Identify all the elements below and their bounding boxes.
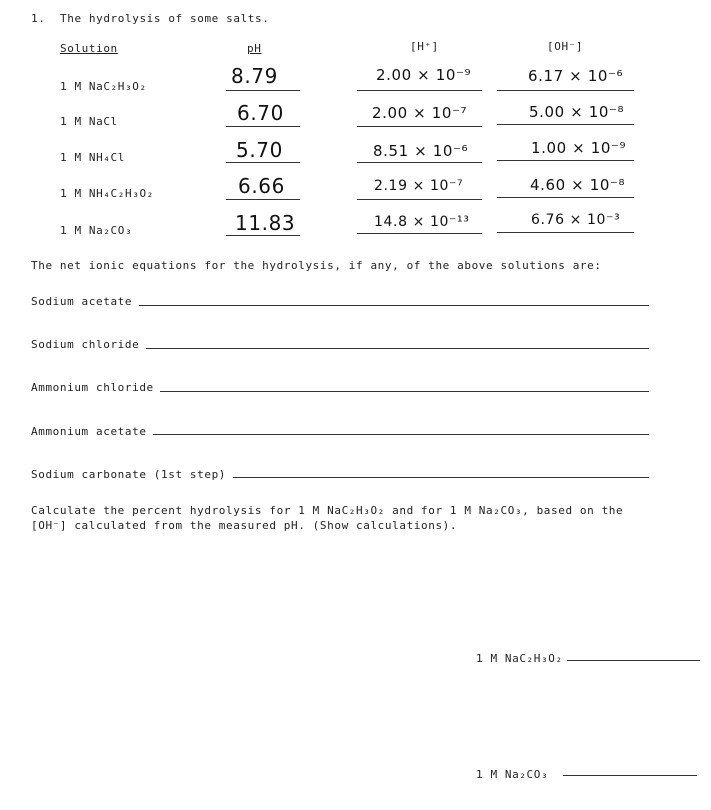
ph-line — [226, 235, 300, 236]
question-number: 1. — [31, 12, 46, 25]
oh-value: 6.17 × 10⁻⁶ — [528, 67, 624, 85]
ph-value: 8.79 — [231, 64, 278, 88]
header-solution: Solution — [60, 42, 118, 55]
ph-value: 6.66 — [238, 174, 285, 198]
h-value: 8.51 × 10⁻⁶ — [373, 142, 469, 160]
header-h-plus: [H⁺] — [410, 40, 439, 53]
percent-answer-line-carbonate[interactable] — [563, 775, 697, 776]
equation-label-ammonium-acetate: Ammonium acetate — [31, 425, 147, 438]
oh-value: 4.60 × 10⁻⁸ — [530, 176, 626, 194]
oh-line — [497, 90, 634, 91]
oh-value: 6.76 × 10⁻³ — [531, 212, 621, 228]
h-value: 2.19 × 10⁻⁷ — [374, 178, 464, 194]
equation-label-sodium-chloride: Sodium chloride — [31, 338, 140, 351]
row-solution: 1 M NH₄C₂H₃O₂ — [60, 187, 154, 200]
answer-line-sodium-acetate[interactable] — [139, 305, 649, 306]
oh-line — [497, 160, 634, 161]
header-ph: pH — [247, 42, 262, 55]
ph-line — [226, 162, 300, 163]
oh-value: 5.00 × 10⁻⁸ — [529, 103, 625, 121]
h-line — [357, 90, 482, 91]
equation-label-sodium-acetate: Sodium acetate — [31, 295, 133, 308]
header-oh-minus: [OH⁻] — [547, 40, 584, 53]
row-solution: 1 M NaC₂H₃O₂ — [60, 80, 147, 93]
ph-value: 5.70 — [236, 138, 283, 162]
ph-line — [226, 126, 300, 127]
ph-line — [226, 199, 300, 200]
oh-line — [497, 124, 634, 125]
oh-line — [497, 197, 634, 198]
percent-instructions-line-2: [OH⁻] calculated from the measured pH. (Show calculations). — [31, 519, 458, 532]
h-line — [357, 199, 482, 200]
h-line — [357, 233, 482, 234]
ph-value: 6.70 — [237, 101, 284, 125]
h-value: 2.00 × 10⁻⁹ — [376, 66, 472, 84]
percent-answer-label-carbonate: 1 M Na₂CO₃ — [476, 768, 549, 781]
row-solution: 1 M NH₄Cl — [60, 151, 126, 164]
answer-line-ammonium-chloride[interactable] — [160, 391, 649, 392]
equation-label-ammonium-chloride: Ammonium chloride — [31, 381, 154, 394]
ph-line — [226, 90, 300, 91]
h-value: 2.00 × 10⁻⁷ — [372, 104, 468, 122]
row-solution: 1 M NaCl — [60, 115, 118, 128]
equation-label-sodium-carbonate: Sodium carbonate (1st step) — [31, 468, 227, 481]
question-title: The hydrolysis of some salts. — [60, 12, 270, 25]
percent-answer-line-acetate[interactable] — [567, 660, 700, 661]
row-solution: 1 M Na₂CO₃ — [60, 224, 133, 237]
percent-answer-label-acetate: 1 M NaC₂H₃O₂ — [476, 652, 563, 665]
answer-line-sodium-carbonate[interactable] — [233, 477, 649, 478]
percent-instructions-line-1: Calculate the percent hydrolysis for 1 M NaC₂H₃O₂ and for 1 M Na₂CO₃, based on the — [31, 504, 624, 517]
answer-line-sodium-chloride[interactable] — [146, 348, 649, 349]
h-value: 14.8 × 10⁻¹³ — [374, 214, 470, 230]
answer-line-ammonium-acetate[interactable] — [153, 434, 649, 435]
oh-value: 1.00 × 10⁻⁹ — [531, 139, 627, 157]
oh-line — [497, 232, 634, 233]
h-line — [357, 162, 482, 163]
h-line — [357, 126, 482, 127]
ph-value: 11.83 — [235, 211, 296, 235]
net-ionic-intro: The net ionic equations for the hydrolysis, if any, of the above solutions are: — [31, 259, 602, 272]
